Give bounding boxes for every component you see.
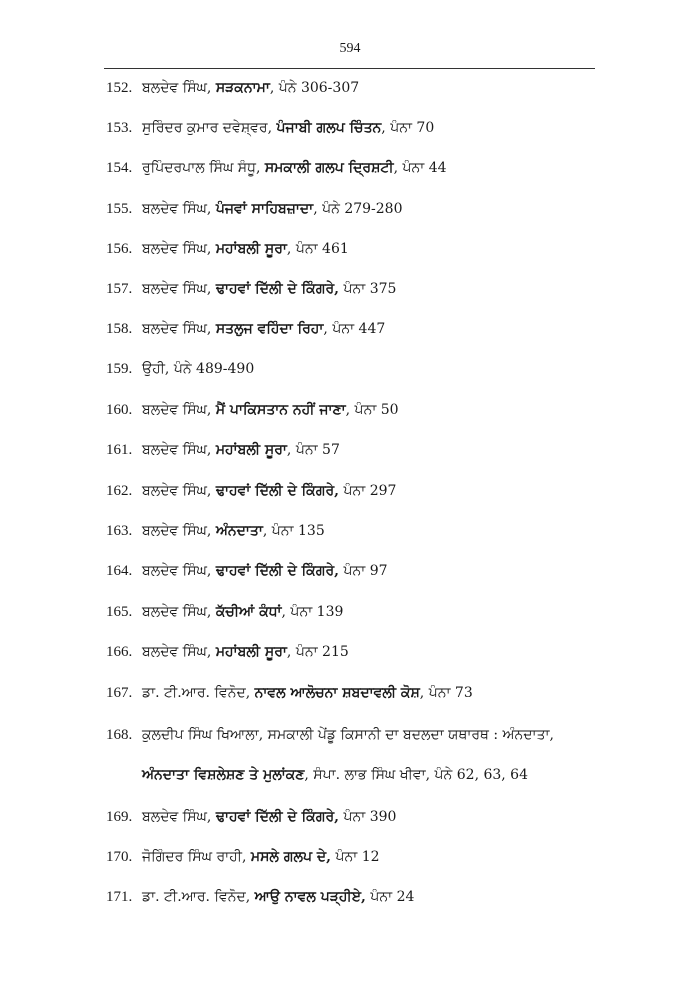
footnote-title: ਸਮਕਾਲੀ ਗਲਪ ਦ੍ਰਿਸ਼ਟੀ	[264, 160, 394, 176]
footnote-161	[106, 440, 606, 460]
footnote-page-ref: , ਪੰਨਾ 73	[419, 685, 473, 701]
footnote-number: 169.	[106, 809, 133, 825]
footnote-page-ref: , ਸੰਪਾ. ਲਾਭ ਸਿੰਘ ਖੀਵਾ, ਪੰਨੇ 62, 63, 64	[304, 767, 528, 783]
footnote-title: ਢਾਹਵਾਂ ਦਿੱਲੀ ਦੇ ਕਿੰਗਰੇ,	[215, 809, 340, 825]
footnote-number: 166.	[106, 644, 133, 660]
footnote-title: ਢਾਹਵਾਂ ਦਿੱਲੀ ਦੇ ਕਿੰਗਰੇ,	[215, 563, 340, 579]
footnote-168	[106, 725, 606, 783]
footnote-title: ਅੰਨਦਾਤਾ ਵਿਸ਼ਲੇਸ਼ਣ ਤੇ ਮੁਲਾਂਕਣ	[142, 767, 305, 783]
footnote-title: ਮਹਾਂਬਲੀ ਸੂਰਾ	[215, 241, 287, 257]
footnote-154	[106, 158, 606, 178]
footnote-160	[106, 400, 606, 420]
footnote-title: ਮਸਲੇ ਗਲਪ ਦੇ,	[250, 849, 332, 865]
footnote-159	[106, 359, 606, 379]
footnote-continuation	[142, 765, 528, 785]
footnote-153	[106, 118, 606, 138]
footnote-title: ਕੱਚੀਆਂ ਕੰਧਾਂ	[215, 604, 282, 620]
footnote-author: ਬਲਦੇਵ ਸਿੰਘ,	[142, 563, 216, 579]
footnote-number: 165.	[106, 604, 133, 620]
footnote-author: ਬਲਦੇਵ ਸਿੰਘ,	[142, 809, 216, 825]
footnote-title: ਢਾਹਵਾਂ ਦਿੱਲੀ ਦੇ ਕਿੰਗਰੇ,	[215, 483, 340, 499]
footnote-page-ref: ਪੰਨਾ 24	[365, 889, 415, 905]
footnote-title: ਪੰਜਾਬੀ ਗਲਪ ਚਿੰਤਨ	[276, 120, 382, 136]
footnote-number: 170.	[106, 849, 133, 865]
footnote-title: ਅੰਨਦਾਤਾ	[215, 523, 263, 539]
footnote-165	[106, 602, 606, 622]
footnote-author: ਸੁਰਿੰਦਰ ਕੁਮਾਰ ਦਵੇਸ਼੍ਵਰ,	[142, 120, 277, 136]
footnote-author: ਬਲਦੇਵ ਸਿੰਘ,	[142, 523, 216, 539]
footnote-number: 157.	[106, 281, 133, 297]
footnote-number: 156.	[106, 241, 133, 257]
footnote-author: ਬਲਦੇਵ ਸਿੰਘ,	[142, 402, 216, 418]
footnote-page-ref: , ਪੰਨਾ 50	[345, 402, 399, 418]
footnote-title: ਢਾਹਵਾਂ ਦਿੱਲੀ ਦੇ ਕਿੰਗਰੇ,	[215, 281, 340, 297]
footnote-page-ref: , ਪੰਨੇ 279-280	[313, 201, 403, 217]
footnote-162	[106, 481, 606, 501]
footnote-152	[106, 78, 606, 98]
footnote-author: ਬਲਦੇਵ ਸਿੰਘ,	[142, 241, 216, 257]
footnote-number: 171.	[106, 889, 133, 905]
footnote-author: ਬਲਦੇਵ ਸਿੰਘ,	[142, 201, 216, 217]
footnote-title: ਮਹਾਂਬਲੀ ਸੂਰਾ	[215, 442, 287, 458]
footnote-title: ਸੜਕਨਾਮਾ	[215, 80, 270, 96]
footnote-158	[106, 319, 606, 339]
footnote-number: 152.	[106, 80, 133, 96]
footnote-number: 158.	[106, 321, 133, 337]
footnote-title: ਸਤਲੁਜ ਵਹਿੰਦਾ ਰਿਹਾ	[215, 321, 324, 337]
footnote-author: ਡਾ. ਟੀ.ਆਰ. ਵਿਨੋਦ,	[142, 685, 255, 701]
footnote-page-ref: ਪੰਨਾ 12	[331, 849, 380, 865]
footnote-title: ਆਉ ਨਾਵਲ ਪੜ੍ਹੀਏ,	[254, 889, 366, 905]
footnote-157	[106, 279, 606, 299]
footnote-171	[106, 887, 606, 907]
footnote-number: 160.	[106, 402, 133, 418]
footnote-number: 163.	[106, 523, 133, 539]
footnote-page-ref: , ਪੰਨਾ 139	[281, 604, 344, 620]
footnote-number: 168.	[106, 727, 133, 743]
footnote-page-ref: , ਪੰਨਾ 461	[286, 241, 349, 257]
footnote-author: ਕੁਲਦੀਪ ਸਿੰਘ ਖਿਆਲਾ, ਸਮਕਾਲੀ ਪੇਂਡੂ ਕਿਸਾਨੀ ਦਾ ਬਦਲਦਾ ਯਥਾਰਥ : ਅੰਨਦਾਤਾ,	[142, 727, 554, 743]
footnote-number: 154.	[106, 160, 133, 176]
footnote-page-ref: , ਪੰਨੇ 306-307	[269, 80, 360, 96]
footnote-170	[106, 847, 606, 867]
footnote-title: ਪੰਜਵਾਂ ਸਾਹਿਬਜ਼ਾਦਾ	[215, 201, 314, 217]
footnote-number: 162.	[106, 483, 133, 499]
footnote-page-ref: , ਪੰਨਾ 57	[286, 442, 340, 458]
footnote-page-ref: , ਪੰਨਾ 135	[262, 523, 325, 539]
header-rule	[104, 68, 595, 69]
footnote-author: ਬਲਦੇਵ ਸਿੰਘ,	[142, 483, 216, 499]
footnote-page-ref: ਪੰਨਾ 97	[339, 563, 388, 579]
footnote-156	[106, 239, 606, 259]
page-number: 594	[339, 41, 361, 56]
footnote-author: ਡਾ. ਟੀ.ਆਰ. ਵਿਨੋਦ,	[142, 889, 255, 905]
footnote-title: ਮੈਂ ਪਾਕਿਸਤਾਨ ਨਹੀਂ ਜਾਣਾ	[215, 402, 346, 418]
footnote-text: ਉਹੀ, ਪੰਨੇ 489-490	[142, 361, 255, 377]
footnote-page-ref: , ਪੰਨਾ 44	[393, 160, 447, 176]
footnote-page-ref: ਪੰਨਾ 297	[339, 483, 397, 499]
footnote-number: 167.	[106, 685, 133, 701]
footnote-number: 164.	[106, 563, 133, 579]
footnote-author: ਬਲਦੇਵ ਸਿੰਘ,	[142, 80, 216, 96]
footnote-title: ਮਹਾਂਬਲੀ ਸੂਰਾ	[215, 644, 287, 660]
footnote-author: ਬਲਦੇਵ ਸਿੰਘ,	[142, 321, 216, 337]
footnote-164	[106, 561, 606, 581]
footnote-author: ਬਲਦੇਵ ਸਿੰਘ,	[142, 281, 216, 297]
footnote-169	[106, 807, 606, 827]
footnote-author: ਜੋਗਿੰਦਰ ਸਿੰਘ ਰਾਹੀ,	[142, 849, 251, 865]
footnote-page-ref: , ਪੰਨਾ 215	[286, 644, 349, 660]
footnote-author: ਬਲਦੇਵ ਸਿੰਘ,	[142, 604, 216, 620]
footnote-163	[106, 521, 606, 541]
footnote-number: 161.	[106, 442, 133, 458]
footnote-number: 159.	[106, 361, 133, 377]
footnote-author: ਬਲਦੇਵ ਸਿੰਘ,	[142, 442, 216, 458]
footnote-title: ਨਾਵਲ ਆਲੋਚਨਾ ਸ਼ਬਦਾਵਲੀ ਕੋਸ਼	[254, 685, 420, 701]
footnote-155	[106, 199, 606, 219]
footnote-author: ਬਲਦੇਵ ਸਿੰਘ,	[142, 644, 216, 660]
footnote-166	[106, 642, 606, 662]
footnote-number: 153.	[106, 120, 133, 136]
footnote-167	[106, 683, 606, 703]
footnote-page-ref: , ਪੰਨਾ 447	[323, 321, 386, 337]
footnote-author: ਰੁਪਿੰਦਰਪਾਲ ਸਿੰਘ ਸੰਧੂ,	[142, 160, 265, 176]
footnote-page-ref: , ਪੰਨਾ 70	[381, 120, 435, 136]
footnote-number: 155.	[106, 201, 133, 217]
footnote-page-ref: ਪੰਨਾ 390	[339, 809, 397, 825]
footnote-page-ref: ਪੰਨਾ 375	[339, 281, 397, 297]
